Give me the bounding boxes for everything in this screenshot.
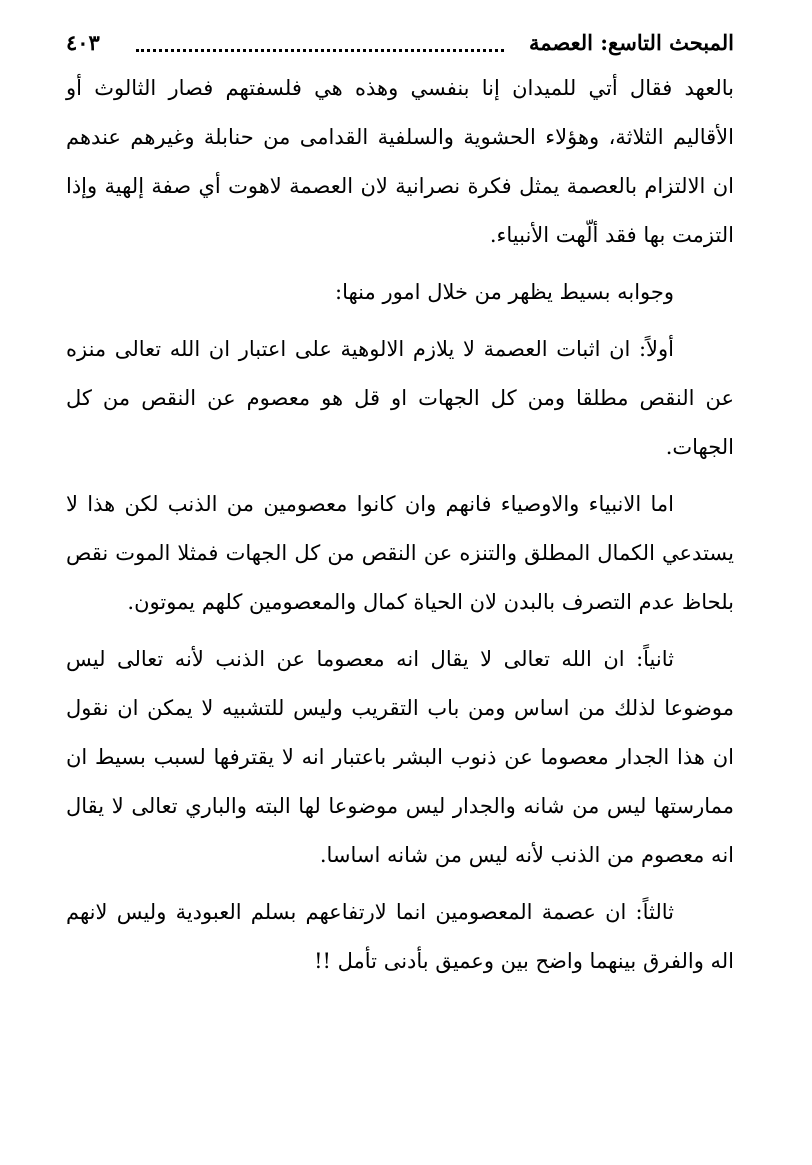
body-text <box>66 64 734 986</box>
paragraph-first-point: أولاً: ان اثبات العصمة لا يلازم الالوهية على اعتبار ان الله تعالى منزه عن النقص مطلقا ومن كل الجهات او قل هو معصوم عن النقص من كل الجهات. <box>66 337 734 459</box>
paragraph-answer-intro: وجوابه بسيط يظهر من خلال امور منها: <box>335 280 674 304</box>
paragraph-third-point: ثالثاً: ان عصمة المعصومين انما لارتفاعهم بسلم العبودية وليس لانهم اله والفرق بينهما واضح بين وعميق بأدنى تأمل !! <box>66 900 734 973</box>
paragraph-continuation: بالعهد فقال أتي للميدان إنا بنفسي وهذه هي فلسفتهم فصار الثالوث أو الأقاليم الثلاثة، وهؤلاء الحشوية والسلفية القدامى من حنابلة وغيرهم عندهم ان الالتزام بالعصمة يمثل فكرة نصرانية لان العصمة لاهوت أي صفة إلهية وإذا التزمت بها فقد ألّهت الأنبياء. <box>66 76 734 247</box>
page-number: ٤٠٣ <box>66 30 100 55</box>
running-header <box>66 22 734 64</box>
header-dot-leader <box>136 49 504 52</box>
paragraph-prophets: اما الانبياء والاوصياء فانهم وان كانوا معصومين من الذنب لكن هذا لا يستدعي الكمال المطلق والتنزه عن النقص من كل الجهات فمثلا الموت نقص بلحاظ عدم التصرف بالبدن لان الحياة كمال والمعصومين كلهم يموتون. <box>66 492 734 614</box>
paragraph-second-point: ثانياً: ان الله تعالى لا يقال انه معصوما عن الذنب لأنه تعالى ليس موضوعا لذلك من اساس ومن باب التقريب وليس للتشبيه لا يمكن ان نقول ان هذا الجدار معصوما عن ذنوب البشر باعتبار انه لا يقترفها لسبب بسيط ان ممارستها ليس من شانه والجدار ليس موضوعا لها البته والباري تعالى لا يقال انه معصوم من الذنب لأنه ليس من شانه اساسا. <box>66 647 734 867</box>
header-title: المبحث التاسع: العصمة <box>529 30 734 55</box>
document-page <box>66 22 734 986</box>
